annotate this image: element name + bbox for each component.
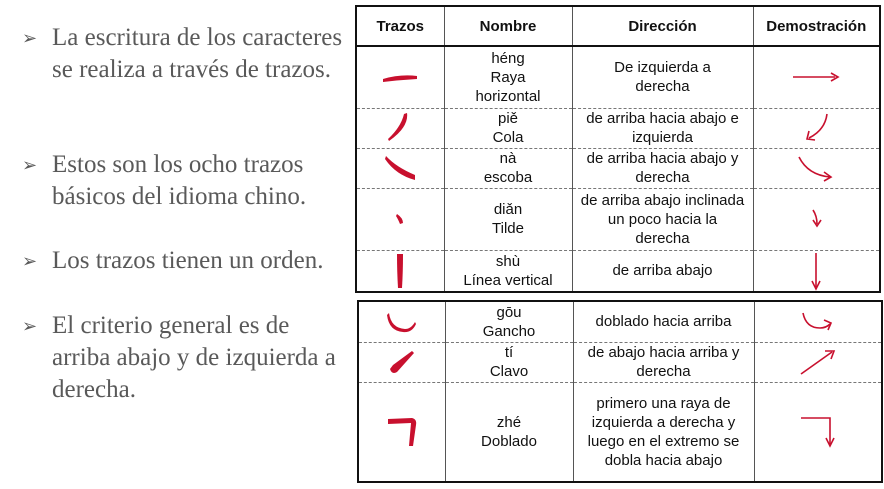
- stroke-name: escoba: [483, 169, 533, 186]
- stroke-name: Clavo: [489, 363, 529, 380]
- table-row: [358, 301, 882, 342]
- zhe-stroke-icon: [358, 382, 445, 482]
- stroke-name-cell: [444, 250, 572, 292]
- stroke-pinyin: shù: [495, 252, 521, 270]
- bullet-text: Estos son los ocho trazos básicos del idioma chino.: [52, 151, 307, 210]
- bullet-text: El criterio general es de arriba abajo y de izquierda a derecha.: [52, 312, 336, 403]
- heng-stroke-icon: [356, 46, 444, 108]
- bullet-item: [22, 149, 352, 213]
- shu-stroke-icon: [356, 250, 444, 292]
- stroke-pinyin: héng: [491, 49, 525, 67]
- table-header-row: [356, 6, 880, 46]
- stroke-pinyin: piě: [497, 110, 519, 127]
- stroke-name-cell: [445, 301, 573, 342]
- table-row: [356, 188, 880, 250]
- arrowhead-bullet-icon: ➢: [22, 316, 38, 336]
- stroke-name: Línea vertical: [463, 271, 553, 289]
- stroke-name: Doblado: [481, 432, 537, 450]
- bullet-text: La escritura de los caracteres se realiza a través de trazos.: [52, 24, 343, 83]
- stroke-name: Gancho: [482, 322, 536, 340]
- arrow-down-left-curve-icon: [753, 108, 880, 148]
- stroke-pinyin: gōu: [496, 303, 522, 321]
- arrow-right-then-down-icon: [754, 382, 882, 482]
- table-row: [356, 46, 880, 108]
- header-direccion: Dirección: [572, 6, 753, 46]
- header-trazos: Trazos: [356, 6, 444, 46]
- bullet-item: [22, 22, 352, 86]
- strokes-table-top: [355, 5, 881, 293]
- table-row: [358, 382, 882, 482]
- arrow-hook-icon: [754, 301, 882, 342]
- table-row: [356, 108, 880, 148]
- arrowhead-bullet-icon: ➢: [22, 251, 38, 271]
- bullet-text: Los trazos tienen un orden.: [52, 247, 324, 274]
- dian-stroke-icon: [356, 188, 444, 250]
- stroke-pinyin: zhé: [496, 413, 522, 431]
- stroke-name-cell: [444, 108, 572, 148]
- bullet-item: [22, 310, 352, 406]
- stroke-name-cell: [444, 148, 572, 188]
- stroke-direction: de arriba abajo inclinada un poco hacia la derecha: [572, 188, 753, 250]
- stroke-name-cell: [445, 342, 573, 382]
- stroke-pinyin: diǎn: [493, 201, 523, 218]
- bullet-item: [22, 245, 362, 277]
- table-row: [358, 342, 882, 382]
- stroke-direction: doblado hacia arriba: [573, 301, 754, 342]
- ti-stroke-icon: [358, 342, 445, 382]
- stroke-name: Raya horizontal: [475, 68, 541, 105]
- stroke-name-cell: [445, 382, 573, 482]
- arrow-up-right-icon: [754, 342, 882, 382]
- na-stroke-icon: [356, 148, 444, 188]
- gou-stroke-icon: [358, 301, 445, 342]
- stroke-name-cell: [444, 46, 572, 108]
- table-row: [356, 250, 880, 292]
- pie-stroke-icon: [356, 108, 444, 148]
- stroke-name: Cola: [492, 129, 524, 146]
- stroke-name: Tilde: [492, 220, 524, 237]
- arrow-down-right-curve-icon: [753, 148, 880, 188]
- stroke-direction: de abajo hacia arriba y derecha: [573, 342, 754, 382]
- stroke-direction: de arriba hacia abajo e izquierda: [572, 108, 753, 148]
- stroke-direction: De izquierda a derecha: [572, 46, 753, 108]
- stroke-direction: primero una raya de izquierda a derecha y luego en el extremo se dobla hacia abajo: [573, 382, 754, 482]
- table-row: [356, 148, 880, 188]
- arrowhead-bullet-icon: ➢: [22, 28, 38, 48]
- header-nombre: Nombre: [444, 6, 572, 46]
- stroke-pinyin: nà: [499, 150, 517, 167]
- header-demostracion: Demostración: [753, 6, 880, 46]
- arrow-right-icon: [753, 46, 880, 108]
- stroke-direction: de arriba hacia abajo y derecha: [572, 148, 753, 188]
- arrowhead-bullet-icon: ➢: [22, 155, 38, 175]
- stroke-pinyin: tí: [504, 344, 514, 361]
- stroke-direction: de arriba abajo: [572, 250, 753, 292]
- stroke-name-cell: [444, 188, 572, 250]
- strokes-table-bottom: [357, 300, 883, 483]
- arrow-down-icon: [753, 250, 880, 292]
- arrow-short-down-icon: [753, 188, 880, 250]
